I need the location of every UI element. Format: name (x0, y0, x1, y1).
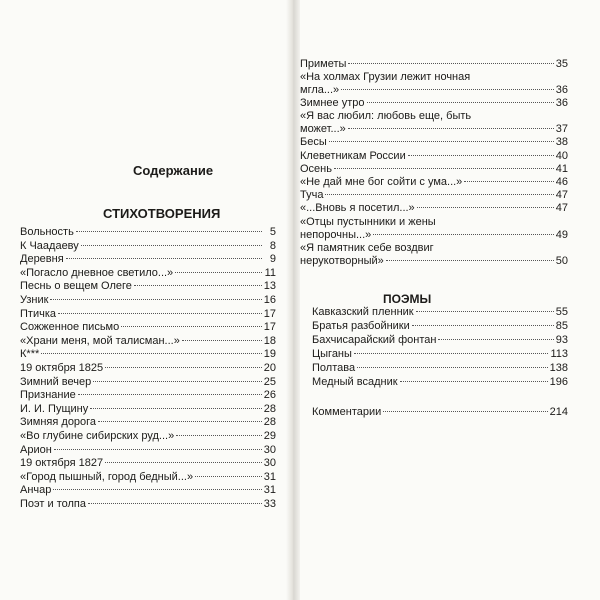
toc-entry-page: 16 (263, 294, 276, 306)
toc-entry-title: Приметы (300, 58, 347, 70)
toc-entry (20, 362, 276, 375)
toc-entry (20, 280, 276, 293)
toc-entry (312, 376, 568, 389)
toc-entry-title: Песнь о вещем Олеге (20, 280, 132, 293)
toc-entry-page: 17 (263, 307, 276, 320)
toc-entry-page: 36 (555, 84, 568, 97)
toc-entry-title: Бахчисарайский фонтан (312, 334, 437, 346)
toc-entry-title-line1: «Я вас любил: любовь еще, быть (300, 110, 472, 123)
dot-leader (76, 230, 262, 232)
section-heading-long-poems: ПОЭМЫ (383, 292, 432, 306)
toc-entry-title: Зимний вечер (20, 375, 92, 388)
toc-entry (20, 253, 276, 266)
toc-entry-title: мгла...» (300, 84, 340, 97)
toc-entry (312, 334, 568, 347)
dot-leader (78, 393, 262, 395)
toc-entry-page: 29 (263, 430, 276, 442)
toc-entry-title: Птичка (20, 307, 56, 320)
toc-entry-title-line1: «Отцы пустынники и жены (300, 215, 436, 228)
toc-entry-title: К Чаадаеву (20, 239, 79, 252)
toc-entry-title: Цыганы (312, 348, 352, 360)
toc-entry (20, 471, 276, 484)
toc-entry (20, 348, 276, 361)
toc-entry (20, 240, 276, 253)
toc-entry-page: 30 (263, 443, 276, 456)
dot-leader (105, 366, 262, 368)
toc-entry-title: Деревня (20, 253, 64, 266)
toc-entry (20, 498, 276, 511)
toc-entry-title: Сожженное письмо (20, 321, 120, 334)
toc-entry-page: 55 (555, 306, 568, 318)
toc-entry-page: 11 (264, 266, 276, 279)
toc-entry-page: 18 (263, 334, 276, 347)
toc-entry-title: «Храни меня, мой талисман...» (20, 334, 180, 347)
toc-entry (300, 110, 568, 136)
toc-entry-page: 38 (555, 136, 568, 149)
toc-entry (312, 362, 568, 375)
toc-entry (312, 320, 568, 333)
dot-leader (325, 193, 553, 195)
contents-heading: Содержание (133, 163, 214, 178)
dot-leader (88, 502, 262, 504)
toc-entry (20, 403, 276, 416)
dot-leader (98, 420, 262, 422)
dot-leader (416, 310, 554, 312)
dot-leader (93, 380, 262, 382)
toc-entry-title: Узник (20, 294, 49, 306)
toc-entry-title: Зимняя дорога (20, 416, 97, 429)
dot-leader (417, 206, 554, 208)
dot-leader (334, 167, 554, 169)
toc-entry-title: Кавказский пленник (312, 306, 414, 318)
dot-leader (182, 339, 262, 341)
dot-leader (400, 380, 548, 382)
toc-entry (20, 457, 276, 470)
toc-entry-page: 85 (555, 320, 568, 332)
toc-entry-page: 196 (549, 376, 568, 388)
dot-leader (464, 180, 553, 182)
toc-entry-page: 93 (555, 334, 568, 346)
toc-entry-title-line1: «На холмах Грузии лежит ночная (300, 71, 471, 84)
dot-leader (341, 88, 554, 90)
toc-entry-page: 40 (555, 149, 568, 162)
toc-entry-title: непорочны...» (300, 228, 372, 241)
toc-entry-title: Вольность (20, 226, 74, 238)
dot-leader (176, 434, 262, 436)
dot-leader (373, 233, 553, 235)
toc-entry (20, 376, 276, 389)
toc-entry (20, 226, 276, 239)
toc-entry (300, 136, 568, 149)
toc-entry (300, 71, 568, 97)
toc-entry-title: Туча (300, 189, 324, 202)
toc-entry (300, 176, 568, 189)
dot-leader (90, 407, 262, 409)
section-heading-poems: СТИХОТВОРЕНИЯ (103, 206, 221, 221)
toc-entry (300, 216, 568, 242)
dot-leader (105, 461, 262, 463)
toc-entry-page: 20 (263, 362, 276, 374)
toc-entry (300, 163, 568, 176)
dot-leader (175, 271, 262, 273)
toc-entry-title: Бесы (300, 136, 327, 149)
toc-entry-page: 214 (549, 406, 568, 418)
toc-entry-title: К*** (20, 348, 40, 361)
toc-entry-page: 28 (263, 402, 276, 415)
toc-entry (20, 430, 276, 443)
toc-entry-title: Медный всадник (312, 376, 398, 388)
dot-leader (121, 325, 262, 327)
toc-entry-title: «Погасло дневное светило...» (20, 266, 174, 279)
toc-entry (300, 202, 568, 215)
dot-leader (386, 259, 554, 261)
toc-entry-page: 31 (263, 470, 276, 483)
dot-leader (81, 244, 262, 246)
toc-entry (20, 389, 276, 402)
toc-entry-page: 35 (555, 58, 568, 70)
dot-leader (354, 352, 549, 354)
toc-entry (20, 484, 276, 497)
dot-leader (408, 154, 554, 156)
toc-entry-title: Анчар (20, 484, 52, 497)
toc-entry-page: 50 (555, 254, 568, 267)
dot-leader (66, 257, 262, 259)
dot-leader (58, 312, 262, 314)
dot-leader (438, 338, 553, 340)
toc-entry-page: 8 (269, 239, 276, 252)
toc-entry-page: 28 (263, 416, 276, 429)
toc-entry-page: 47 (555, 202, 568, 215)
dot-leader (50, 298, 261, 300)
toc-entry (312, 348, 568, 361)
toc-entry-page: 37 (555, 123, 568, 136)
toc-entry-page: 9 (269, 253, 276, 266)
toc-entry (20, 321, 276, 334)
toc-entry (20, 335, 276, 348)
toc-entry-page: 41 (555, 162, 568, 175)
dot-leader (53, 488, 261, 490)
toc-entry (20, 444, 276, 457)
toc-entry-title: нерукотворный» (300, 254, 384, 267)
toc-entry-title: Зимнее утро (300, 97, 365, 110)
dot-leader (412, 324, 554, 326)
toc-entry-page: 5 (269, 226, 276, 238)
toc-entry-page: 31 (263, 484, 276, 497)
dot-leader (134, 284, 262, 286)
toc-entry-page: 19 (263, 348, 276, 361)
toc-entry-page: 25 (263, 375, 276, 388)
toc-entry-page: 30 (263, 457, 276, 470)
dot-leader (357, 366, 548, 368)
toc-entry-page: 36 (555, 97, 568, 110)
toc-entry-title: Клеветникам России (300, 149, 406, 162)
toc-entry-title: Признание (20, 389, 76, 402)
toc-entry-title: Братья разбойники (312, 320, 410, 332)
dot-leader (383, 410, 547, 412)
toc-entry-title: может...» (300, 123, 346, 136)
toc-entry (300, 58, 568, 71)
toc-entry-title: 19 октября 1825 (20, 362, 104, 374)
toc-entry-title: 19 октября 1827 (20, 457, 104, 470)
toc-entry-title: «Город пышный, город бедный...» (20, 470, 194, 483)
toc-entry (300, 242, 568, 268)
dot-leader (329, 140, 554, 142)
toc-entry-title-line1: «Я памятник себе воздвиг (300, 241, 434, 254)
toc-entry (300, 150, 568, 163)
book-gutter (286, 0, 300, 600)
toc-entry-title: «Во глубине сибирских руд...» (20, 430, 175, 442)
dot-leader (195, 475, 262, 477)
dot-leader (54, 448, 262, 450)
dot-leader (348, 127, 554, 129)
toc-entry-page: 47 (555, 189, 568, 202)
toc-entry (312, 406, 568, 419)
toc-entry (20, 294, 276, 307)
toc-entry-page: 138 (549, 362, 568, 374)
toc-entry-page: 33 (263, 498, 276, 510)
toc-entry (20, 416, 276, 429)
toc-entry (300, 97, 568, 110)
toc-entry-title: И. И. Пущину (20, 402, 89, 415)
toc-entry-title: Осень (300, 162, 332, 175)
toc-entry-page: 26 (263, 389, 276, 402)
toc-entry-title: Полтава (312, 362, 356, 374)
toc-entry-title: «...Вновь я посетил...» (300, 202, 415, 215)
toc-entry (312, 306, 568, 319)
dot-leader (367, 101, 554, 103)
toc-entry-page: 46 (555, 176, 568, 188)
toc-entry-page: 13 (263, 280, 276, 293)
dot-leader (348, 62, 553, 64)
toc-entry (20, 267, 276, 280)
toc-entry-page: 17 (263, 321, 276, 334)
toc-entry-title: Поэт и толпа (20, 498, 86, 510)
toc-entry-page: 113 (550, 348, 568, 360)
toc-entry-title: Комментарии (312, 406, 382, 418)
toc-entry-title: Арион (20, 443, 52, 456)
toc-entry (300, 189, 568, 202)
toc-entry (20, 308, 276, 321)
dot-leader (41, 352, 262, 354)
toc-entry-title: «Не дай мне бог сойти с ума...» (300, 176, 463, 188)
toc-entry-page: 49 (555, 228, 568, 241)
